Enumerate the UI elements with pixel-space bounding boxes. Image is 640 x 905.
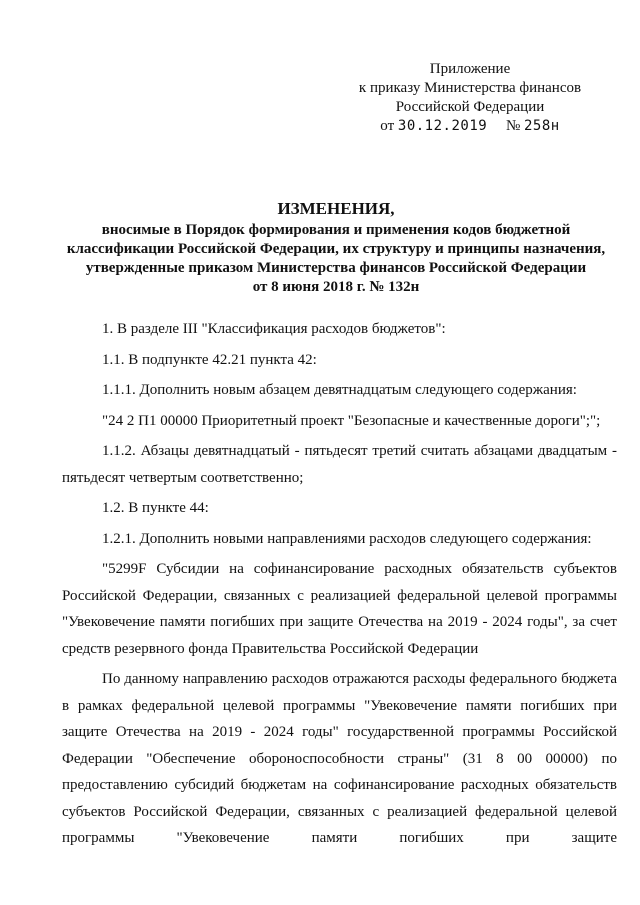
title-line-2: классификации Российской Федерации, их структуру и принципы назначения, — [66, 241, 606, 257]
paragraph-1-2: 1.2. В пункте 44: — [102, 500, 209, 516]
paragraph-1-1-2: 1.1.2. Абзацы девятнадцатый - пятьдесят третий считать абзацами двадцатым - пятьдесят четвертым соответственно; — [62, 443, 617, 486]
appendix-title: Приложение — [429, 61, 511, 77]
paragraph-1-1-1: 1.1.1. Дополнить новым абзацем девятнадцатым следующего содержания: — [102, 382, 577, 398]
paragraph-1: 1. В разделе III "Классификация расходов бюджетов": — [102, 321, 446, 337]
appendix-order-line: к приказу Министерства финансов — [358, 80, 582, 96]
number-prefix: № — [505, 118, 521, 134]
order-date: 30.12.2019 — [397, 118, 488, 134]
document-title — [40, 199, 632, 297]
paragraph-5299f: "5299F Субсидии на софинансирование расходных обязательств субъектов Российской Федерации, связанных с реализацией федеральной целевой программы "Увековечение памяти погибших при защите Отечества на 2019 - 2024 годы", за счет средств резервного фонда Правительства Российской Федерации — [62, 561, 617, 657]
appendix-country-line: Российской Федерации — [395, 99, 545, 115]
document-body — [62, 316, 617, 852]
paragraph-quote-code: "24 2 П1 00000 Приоритетный проект "Безопасные и качественные дороги";"; — [102, 412, 601, 429]
appendix-block — [350, 60, 590, 136]
title-main: ИЗМЕНЕНИЯ, — [277, 199, 395, 218]
title-line-4: от 8 июня 2018 г. № 132н — [252, 279, 420, 295]
date-prefix: от — [380, 118, 395, 134]
appendix-date-line — [350, 117, 590, 136]
paragraph-1-2-1: 1.2.1. Дополнить новыми направлениями расходов следующего содержания: — [102, 530, 592, 547]
order-number: 258н — [524, 118, 560, 134]
title-line-3: утвержденные приказом Министерства финансов Российской Федерации — [85, 260, 587, 276]
paragraph-1-1: 1.1. В подпункте 42.21 пункта 42: — [102, 351, 317, 368]
title-line-1: вносимые в Порядок формирования и применения кодов бюджетной — [101, 222, 571, 238]
paragraph-description: По данному направлению расходов отражаются расходы федерального бюджета в рамках федеральной целевой программы "Увековечение памяти погибших при защите Отечества на 2019 - 2024 годы" государственной программы Российской Федерации "Обеспечение обороноспособности страны" (31 8 00 00000) по предоставлению субсидий бюджетам на софинансирование расходных обязательств субъектов Российской Федерации, связанных с реализацией федеральной целевой программы "Увековечение памяти погибших при защите — [62, 671, 617, 846]
